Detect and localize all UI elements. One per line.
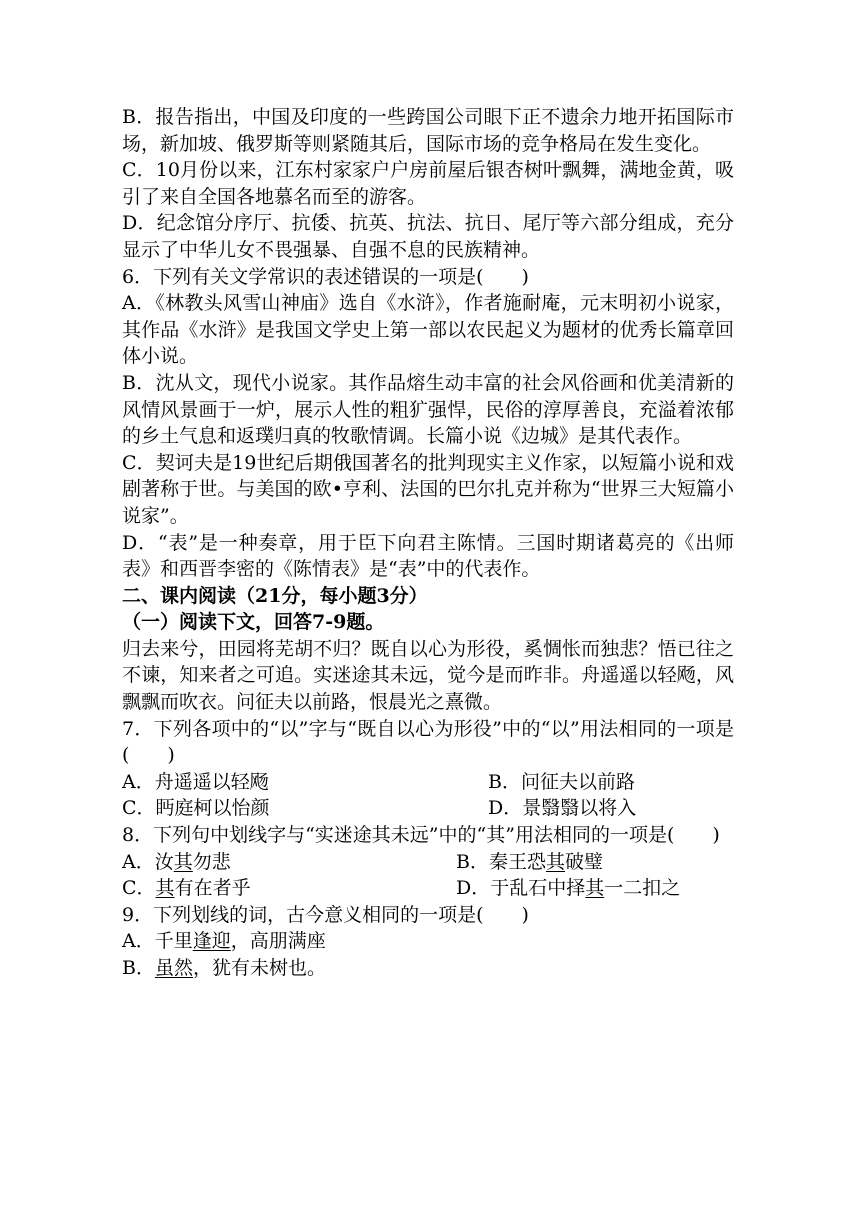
q8-option-c-underlined: 其 xyxy=(155,877,175,900)
q5-option-b: B．报告指出，中国及印度的一些跨国公司眼下正不遗余力地开拓国际市场，新加坡、俄罗斯等则紧随其后，国际市场的竞争格局在发生变化。 xyxy=(122,106,734,155)
q8-options-row-1 xyxy=(122,849,734,876)
q8-options-row-2 xyxy=(122,875,734,902)
q8-option-b xyxy=(456,849,603,876)
section-title: 二、课内阅读（21分，每小题3分） xyxy=(122,584,428,607)
q8-option-d-underlined: 其 xyxy=(585,877,605,900)
exam-page xyxy=(122,104,734,982)
reading-passage: 归去来兮，田园将芜胡不归？既自以心为形役，奚惆怅而独悲？悟已往之不谏，知来者之可追。实迷途其未远，觉今是而昨非。舟遥遥以轻飏，风飘飘而吹衣。问征夫以前路，恨晨光之熹微。 xyxy=(122,637,734,714)
q6-option-c: C．契诃夫是19世纪后期俄国著名的批判现实主义作家，以短篇小说和戏剧著称于世。与美国的欧•亨利、法国的巴尔扎克并称为“世界三大短篇小说家”。 xyxy=(122,451,734,527)
q8-option-b-suffix: 破璧 xyxy=(564,850,603,873)
q7-option-d: D．景翳翳以将入 xyxy=(488,797,637,820)
q9-option-a-underlined: 逢迎 xyxy=(192,930,231,953)
q8-stem: 8．下列句中划线字与“实迷途其未远”中的“其”用法相同的一项是( ) xyxy=(122,824,720,847)
q5-option-c: C．10月份以来，江东村家家户户房前屋后银杏树叶飘舞，满地金黄，吸引了来自全国各地慕名而至的游客。 xyxy=(122,159,734,208)
section-subtitle: （一）阅读下文，回答7-9题。 xyxy=(122,611,385,634)
q6-stem: 6．下列有关文学常识的表述错误的一项是( ) xyxy=(122,265,529,288)
q8-option-a xyxy=(122,849,456,876)
q9-option-b xyxy=(122,955,734,982)
q8-option-a-suffix: 勿悲 xyxy=(192,850,231,873)
q5-option-d: D．纪念馆分序厅、抗倭、抗英、抗法、抗日、尾厅等六部分组成，充分显示了中华儿女不畏强暴、自强不息的民族精神。 xyxy=(122,212,734,261)
q7-option-c: C．眄庭柯以怡颜 xyxy=(122,797,270,820)
q9-option-a xyxy=(122,928,734,955)
q8-option-d xyxy=(456,875,680,902)
q7-option-b: B．问征夫以前路 xyxy=(488,770,635,793)
q6-option-d: D．“表”是一种奏章，用于臣下向君主陈情。三国时期诸葛亮的《出师表》和西晋李密的《陈情表》是“表”中的代表作。 xyxy=(122,531,734,581)
q6-option-a: A．《林教头风雪山神庙》选自《水浒》，作者施耐庵，元末明初小说家，其作品《水浒》是我国文学史上第一部以农民起义为题材的优秀长篇章回体小说。 xyxy=(122,292,734,368)
q8-option-a-prefix: A．汝 xyxy=(122,850,174,873)
q7-stem: 7．下列各项中的“以”字与“既自以心为形役”中的“以”用法相同的一项是( ) xyxy=(122,717,734,767)
q9-stem: 9．下列划线的词，古今意义相同的一项是( ) xyxy=(122,903,529,926)
q7-options-row-1 xyxy=(122,769,734,796)
q8-option-d-suffix: 一二扣之 xyxy=(604,877,681,900)
q9-option-a-prefix: A．千里 xyxy=(122,930,193,953)
q7-options-row-2 xyxy=(122,795,734,822)
q8-option-a-underlined: 其 xyxy=(173,850,193,873)
q9-option-b-suffix: ，犹有未树也。 xyxy=(192,957,326,979)
q6-option-b: B．沈从文，现代小说家。其作品熔生动丰富的社会风俗画和优美清新的风情风景画于一炉，展示人性的粗犷强悍，民俗的淳厚善良，充溢着浓郁的乡土气息和返璞归真的牧歌情调。长篇小说《边城》是其代表作。 xyxy=(122,371,734,448)
q8-option-c xyxy=(122,875,456,902)
q9-option-b-underlined: 虽然 xyxy=(154,957,193,979)
q9-option-b-prefix: B． xyxy=(122,957,155,979)
q8-option-c-prefix: C． xyxy=(122,877,156,900)
q8-option-b-underlined: 其 xyxy=(545,850,565,873)
q8-option-b-prefix: B．秦王恐 xyxy=(456,850,546,873)
q8-option-d-prefix: D．于乱石中择 xyxy=(456,877,586,900)
q9-option-a-suffix: ，高朋满座 xyxy=(230,930,326,953)
q8-option-c-suffix: 有在者乎 xyxy=(174,877,251,900)
q7-option-a: A．舟遥遥以轻飏 xyxy=(122,770,269,793)
